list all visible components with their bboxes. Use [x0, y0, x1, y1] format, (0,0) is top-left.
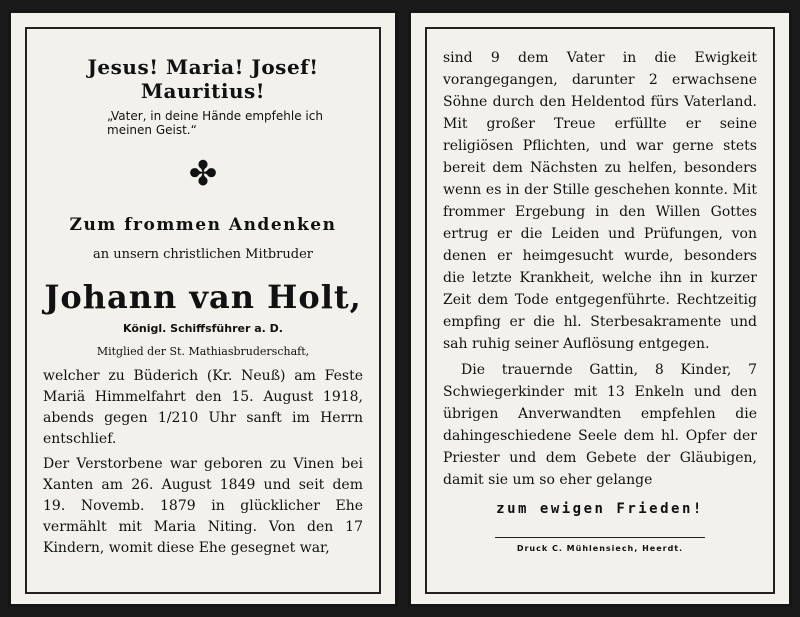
- membership: Mitglied der St. Mathiasbruderschaft,: [96, 345, 310, 358]
- divider: [495, 537, 705, 538]
- left-body: [43, 366, 363, 559]
- right-frame: [425, 27, 775, 594]
- left-paragraph-2: Der Verstorbene war geboren zu Vinen bei Xanten am 26. August 1849 und seit dem 19. Novemb. 1879 in glücklicher Ehe vermählt mit Maria Niting. Von den 17 Kindern, womit diese Ehe gesegnet war,: [43, 456, 363, 556]
- deceased-name: Johann van Holt,: [44, 278, 362, 316]
- left-card: [8, 10, 398, 607]
- left-paragraph-1: welcher zu Büderich (Kr. Neuß) am Feste Mariä Himmelfahrt den 15. August 1918, abends gegen 1/210 Uhr sanft im Herrn entschlief.: [43, 368, 363, 447]
- right-paragraph-1: sind 9 dem Vater in die Ewigkeit vorangegangen, darunter 2 erwachsene Söhne durch den Heldentod fürs Vaterland. Mit großer Treue erfüllte er seine religiösen Pflichten, und war gerne stets bereit dem Nächsten zu helfen, besonders wenn es in der Stille geschehen konnte. Mit frommer Ergebung in den Willen Gottes ertrug er die Leiden und Prüfungen, von denen er heimgesucht wurde, besonders die letzte Krankheit, welche ihn in kurzer Zeit dem Tode entgegenführte. Rechtzeitig empfing er die hl. Sterbesakramente und sah ruhig seiner Auflösung entgegen.: [443, 50, 757, 352]
- left-frame: [25, 27, 381, 594]
- right-body: [443, 47, 757, 491]
- remembrance-title: Zum frommen Andenken: [69, 215, 337, 235]
- closing-line: zum ewigen Frieden!: [496, 501, 704, 517]
- quote: „Vater, in deine Hände empfehle ich meinen Geist.“: [107, 109, 323, 137]
- cross-icon: ✤: [188, 154, 218, 194]
- heading: Jesus! Maria! Josef! Mauritius!: [87, 55, 319, 103]
- brother-line: an unsern christlichen Mitbruder: [92, 247, 313, 262]
- occupation: Königl. Schiffsführer a. D.: [123, 322, 283, 335]
- printer-credit: Druck C. Mühlensiech, Heerdt.: [516, 544, 684, 553]
- right-card: [408, 10, 792, 607]
- right-paragraph-2: Die trauernde Gattin, 8 Kinder, 7 Schwiegerkinder mit 13 Enkeln und den übrigen Anverwandten empfehlen die dahingeschiedene Seele dem hl. Opfer der Priester und dem Gebete der Gläubigen, damit sie um so eher gelange: [443, 362, 757, 488]
